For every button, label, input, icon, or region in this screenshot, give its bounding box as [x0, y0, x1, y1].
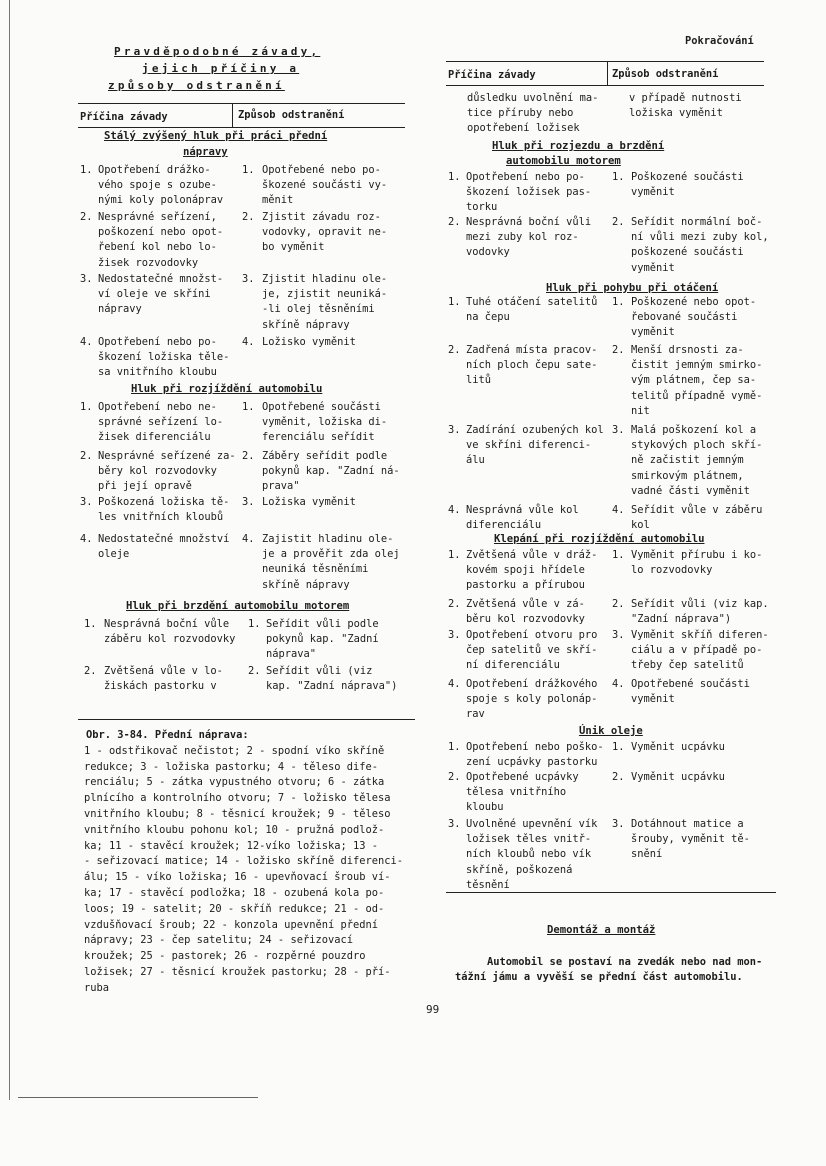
cause-line: Nedostatečné množství [98, 533, 230, 545]
caption-line: álu; 15 - víko ložiska; 16 - upevňovací šroub ví- [84, 871, 391, 884]
cause-line: při její opravě [98, 480, 192, 493]
caption-line: ložisek; 27 - těsnicí kroužek pastorku; 28 - pří- [84, 966, 391, 978]
item-number: 1. [80, 401, 93, 413]
remedy-number: 4. [612, 504, 625, 516]
remedy-number: 2. [242, 450, 255, 462]
cause-line: sa vnitřního kloubu [98, 366, 217, 379]
item-number: 3. [80, 496, 93, 508]
cause-line: škození ložiska těle- [98, 351, 230, 364]
remedy-line: Opotřebené součásti [631, 678, 750, 690]
remedy-number: 2. [612, 216, 625, 228]
remedy-line: ložiska vyměnit [629, 107, 723, 120]
cause-line: Poškozená ložiska tě- [98, 496, 230, 508]
remedy-line: vyměnit [631, 261, 675, 274]
remedy-number: 3. [612, 818, 625, 830]
scan-bottom-line [18, 1097, 258, 1098]
remedy-line: Opotřebené součásti [262, 401, 381, 413]
caption-line: loos; 19 - satelit; 20 - skříň redukce; 21 - od- [84, 902, 385, 915]
demontaz-line-2: tážní jámu a vyvěší se přední část automobilu. [455, 971, 743, 983]
remedy-line: v případě nutnosti [629, 92, 742, 104]
cause-line: les vnitřních kloubů [98, 511, 224, 524]
cause-line: Opotřebení nebo po- [98, 336, 217, 348]
right-header-remedy: Způsob odstranění [612, 68, 719, 80]
remedy-line: kap. "Zadní náprava") [266, 680, 398, 693]
item-number: 1. [448, 171, 461, 183]
remedy-line: neuniká těsněními [262, 563, 369, 576]
cause-line: žiskách pastorku v [104, 680, 217, 693]
cause-line: Opotřebení nebo ne- [98, 401, 217, 413]
caption-line: Obr. 3-84. Přední náprava: [86, 729, 249, 741]
caption-line: - seřizovací matice; 14 - ložisko skříně diferenci- [84, 855, 404, 868]
cause-line: Zvětšená vůle v zá- [466, 598, 585, 610]
remedy-line: Zajistit hladinu ole- [262, 533, 394, 545]
remedy-line: vadné části vyměnit [631, 484, 750, 497]
remedy-line: Zjistit hladinu ole- [262, 273, 388, 285]
remedy-line: Vyměnit ucpávku [631, 771, 725, 783]
item-number: 2. [448, 216, 461, 228]
item-number: 1. [448, 741, 461, 753]
remedy-number: 1. [242, 164, 255, 176]
cause-line: Tuhé otáčení satelitů [466, 296, 598, 308]
cause-line: kloubu [466, 801, 504, 814]
remedy-line: smirkovým plátnem, [631, 469, 744, 482]
remedy-line: Ložisko vyměnit [262, 336, 356, 348]
item-number: 4. [80, 533, 93, 545]
cause-line: Nedostatečné množst- [98, 273, 224, 285]
left-title-line-3: způsoby odstranění [108, 79, 285, 92]
cause-line: vého spoje s ozube- [98, 179, 217, 192]
cause-line: ve skříni diferenci- [466, 439, 592, 452]
remedy-number: 1. [248, 618, 261, 630]
item-number: 2. [448, 344, 461, 356]
cause-line: řebení kol nebo lo- [98, 241, 217, 254]
caption-line: ka; 11 - stavěcí kroužek; 12-víko ložiska; 13 - [84, 839, 379, 852]
left-title-line-2: jejich příčiny a [142, 62, 300, 75]
left-header-remedy: Způsob odstranění [238, 109, 345, 121]
page-number: 99 [426, 1003, 440, 1016]
remedy-number: 4. [612, 678, 625, 690]
remedy-line: vyměnit, ložiska di- [262, 416, 388, 429]
cause-line: ní diferenciálu [466, 659, 560, 672]
cause-line: nými koly polonáprav [98, 194, 224, 207]
remedy-line: je, zjistit neuniká- [262, 288, 388, 301]
remedy-line: stykových ploch skří- [631, 439, 763, 452]
remedy-line: Seřídit vůli (viz [266, 665, 373, 677]
remedy-line: kol [631, 519, 650, 532]
cause-line: Opotřebené ucpávky [466, 771, 579, 783]
cause-line: Zadírání ozubených kol [466, 424, 604, 436]
item-number: 2. [448, 771, 461, 783]
cause-line: Opotřebení drážkového [466, 678, 598, 690]
right-header-cause: Příčina závady [448, 69, 536, 81]
cause-line: vodovky [466, 246, 510, 259]
remedy-number: 2. [612, 598, 625, 610]
item-number: 2. [80, 450, 93, 462]
remedy-number: 2. [242, 211, 255, 223]
remedy-line: Záběry seřídit podle [262, 450, 388, 462]
remedy-number: 3. [242, 496, 255, 508]
demontaz-line-1: Automobil se postaví na zvedák nebo nad mon- [487, 956, 763, 968]
cause-line: poškození nebo opot- [98, 226, 224, 239]
cause-line: záběru kol rozvodovky [104, 633, 236, 646]
cause-line: tělesa vnitřního [466, 786, 567, 799]
remedy-line: Dotáhnout matice a [631, 818, 744, 830]
remedy-line: Poškozené součásti [631, 171, 744, 183]
left-sec2-title: Hluk při rozjíždění automobilu [131, 383, 323, 395]
remedy-line: Zjistit závadu roz- [262, 211, 381, 223]
item-number: 2. [80, 211, 93, 223]
cause-line: Opotřebení drážko- [98, 164, 211, 176]
caption-line: vnitřního kloubu; 8 - těsnicí kroužek; 9 - těleso [84, 808, 391, 820]
caption-line: vzdušňovací šroub; 22 - konzola upevnění přední [84, 918, 379, 931]
remedy-line: -li olej těsněními [262, 303, 375, 316]
scan-edge-line [9, 0, 10, 1100]
remedy-line: měnit [262, 194, 294, 207]
cause-line: žisek diferenciálu [98, 431, 211, 444]
remedy-line: Seřídit vůli (viz kap. [631, 598, 769, 610]
remedy-line: třeby čep satelitů [631, 659, 744, 672]
caption-line: 1 - odstřikovač nečistot; 2 - spodní víko skříně [84, 744, 385, 757]
remedy-number: 1. [612, 741, 625, 753]
caption-line: ka; 17 - stavěcí podložka; 18 - ozubená kola po- [84, 887, 385, 899]
remedy-line: škozené součásti vy- [262, 179, 388, 192]
cause-line: běry kol rozvodovky [98, 465, 217, 478]
cause-line: Zvětšená vůle v lo- [104, 665, 223, 677]
remedy-line: Vyměnit skříň diferen- [631, 629, 769, 641]
cause-line: spoje s koly polonáp- [466, 693, 598, 706]
caption-line: nápravy; 23 - čep satelitu; 24 - seřizovací [84, 934, 353, 947]
cause-line: ních ploch čepu sate- [466, 359, 598, 372]
item-number: 1. [80, 164, 93, 176]
item-number: 3. [448, 818, 461, 830]
remedy-line: ně začistit jemným [631, 454, 744, 467]
remedy-line: náprava" [266, 648, 317, 661]
remedy-number: 1. [242, 401, 255, 413]
cause-line: opotřebení ložisek [467, 122, 580, 135]
caption-line: plnícího a kontrolního otvoru; 7 - ložisko tělesa [84, 792, 391, 805]
remedy-number: 3. [612, 424, 625, 436]
remedy-number: 2. [612, 344, 625, 356]
cause-line: diferenciálu [466, 519, 542, 532]
cause-line: Nesprávné seřízené za- [98, 450, 236, 462]
remedy-line: Malá poškození kol a [631, 424, 757, 436]
cause-line: mezi zuby kol roz- [466, 231, 579, 244]
continuation-label: Pokračování [685, 35, 754, 47]
remedy-number: 1. [612, 171, 625, 183]
cause-line: rav [466, 708, 485, 721]
cause-line: ložisek těles vnitř- [466, 833, 592, 846]
item-number: 1. [448, 296, 461, 308]
demontaz-title: Demontáž a montáž [547, 924, 656, 936]
item-number: 3. [448, 424, 461, 436]
cause-line: žisek rozvodovky [98, 256, 199, 269]
remedy-number: 1. [612, 549, 625, 561]
right-sec4-title-1: Hluk při rozjezdu a brzdění [492, 140, 665, 152]
item-number: 1. [84, 618, 97, 630]
item-number: 1. [448, 549, 461, 561]
remedy-line: nit [631, 404, 650, 417]
right-sec7-title: Únik oleje [579, 725, 643, 737]
right-sec5-title: Hluk při pohybu při otáčení [546, 282, 719, 294]
cause-line: Uvolněné upevnění vík [466, 818, 598, 830]
remedy-line: pokynů kap. "Zadní [266, 633, 379, 646]
cause-line: důsledku uvolnění ma- [467, 92, 599, 104]
item-number: 3. [80, 273, 93, 285]
cause-line: álu [466, 454, 485, 467]
item-number: 4. [448, 504, 461, 516]
remedy-line: čistit jemným smirko- [631, 359, 763, 372]
remedy-line: Opotřebené nebo po- [262, 164, 381, 176]
item-number: 2. [84, 665, 97, 677]
cause-line: Opotřebení nebo po- [466, 171, 585, 183]
remedy-line: "Zadní náprava") [631, 613, 732, 626]
remedy-line: je a prověřit zda olej [262, 548, 400, 561]
remedy-line: ní vůli mezi zuby kol, [631, 231, 769, 244]
cause-line: litů [466, 374, 492, 387]
item-number: 4. [448, 678, 461, 690]
left-sec1-title-1: Stálý zvýšený hluk při práci přední [104, 130, 328, 142]
remedy-line: vyměnit [631, 186, 675, 199]
remedy-line: lo rozvodovky [631, 564, 713, 577]
cause-line: nápravy [98, 303, 142, 316]
remedy-number: 3. [242, 273, 255, 285]
cause-line: Nesprávná boční vůle [104, 618, 230, 630]
remedy-line: řebované součásti [631, 311, 738, 324]
remedy-line: Vyměnit ucpávku [631, 741, 725, 753]
cause-line: správné seřízení lo- [98, 416, 224, 429]
cause-line: torku [466, 201, 498, 214]
remedy-line: Ložiska vyměnit [262, 496, 356, 508]
cause-line: zení ucpávky pastorku [466, 756, 598, 769]
cause-line: Nesprávná vůle kol [466, 504, 579, 516]
left-title-line-1: Pravděpodobné závady, [114, 45, 321, 58]
right-sec6-title: Klepání při rozjíždění automobilu [494, 533, 705, 545]
remedy-line: poškozené součásti [631, 246, 744, 259]
remedy-line: Menší drsnosti za- [631, 344, 744, 356]
remedy-line: Seřídit vůle v záběru [631, 504, 763, 516]
remedy-line: Poškozené nebo opot- [631, 296, 757, 308]
remedy-line: bo vyměnit [262, 241, 325, 254]
caption-line: renciálu; 5 - zátka vypustného otvoru; 6 - zátka [84, 776, 385, 789]
item-number: 4. [80, 336, 93, 348]
remedy-line: Vyměnit přírubu i ko- [631, 549, 763, 561]
cause-line: Opotřebení nebo poško- [466, 741, 604, 753]
remedy-line: Seřídit normální boč- [631, 216, 763, 228]
remedy-number: 4. [242, 533, 255, 545]
cause-line: Zvětšená vůle v dráž- [466, 549, 598, 561]
cause-line: na čepu [466, 311, 510, 324]
caption-line: vnitřního kloubu pohonu kol; 10 - pružná podlož- [84, 823, 385, 836]
remedy-number: 2. [612, 771, 625, 783]
right-sec4-title-2: automobilu motorem [506, 155, 621, 167]
cause-line: pastorku a přírubou [466, 579, 585, 592]
cause-line: Zadřená místa pracov- [466, 344, 598, 356]
cause-line: Nesprávné seřízení, [98, 211, 217, 223]
cause-line: škození ložisek pas- [466, 186, 592, 199]
left-sec3-title: Hluk při brzdění automobilu motorem [126, 600, 350, 612]
cause-line: běru kol rozvodovky [466, 613, 585, 626]
remedy-line: skříně nápravy [262, 318, 350, 331]
remedy-number: 3. [612, 629, 625, 641]
cause-line: ních kloubů nebo vík [466, 848, 592, 861]
remedy-line: vým plátnem, čep sa- [631, 374, 757, 387]
remedy-number: 1. [612, 296, 625, 308]
remedy-line: telitů případně vymě- [631, 389, 763, 402]
item-number: 3. [448, 629, 461, 641]
cause-line: tice příruby nebo [467, 107, 574, 120]
remedy-number: 2. [248, 665, 261, 677]
remedy-line: prava" [262, 480, 300, 493]
remedy-line: ferenciálu seřídit [262, 431, 375, 444]
remedy-line: vyměnit [631, 326, 675, 339]
remedy-number: 4. [242, 336, 255, 348]
cause-line: ví oleje ve skříni [98, 288, 211, 301]
caption-line: redukce; 3 - ložiska pastorku; 4 - těleso dife- [84, 760, 379, 773]
remedy-line: skříně nápravy [262, 578, 350, 591]
left-header-cause: Příčina závady [80, 111, 168, 123]
remedy-line: snění [631, 848, 663, 861]
caption-line: ruba [84, 981, 110, 994]
remedy-line: šrouby, vyměnit tě- [631, 833, 750, 846]
cause-line: oleje [98, 548, 130, 561]
cause-line: těsnění [466, 878, 510, 891]
cause-line: čep satelitů ve skří- [466, 644, 598, 657]
cause-line: Opotřebení otvoru pro [466, 629, 598, 641]
remedy-line: pokynů kap. "Zadní ná- [262, 465, 400, 478]
caption-line: kroužek; 25 - pastorek; 26 - rozpěrné pouzdro [84, 950, 366, 963]
cause-line: Nesprávná boční vůli [466, 216, 592, 228]
left-sec1-title-2: nápravy [183, 146, 228, 158]
remedy-line: vyměnit [631, 693, 675, 706]
cause-line: kovém spoji hřídele [466, 564, 585, 577]
item-number: 2. [448, 598, 461, 610]
remedy-line: Seřídit vůli podle [266, 618, 379, 630]
remedy-line: vodovky, opravit ne- [262, 226, 388, 239]
remedy-line: ciálu a v případě po- [631, 644, 763, 657]
cause-line: skříně, poškozená [466, 863, 573, 876]
